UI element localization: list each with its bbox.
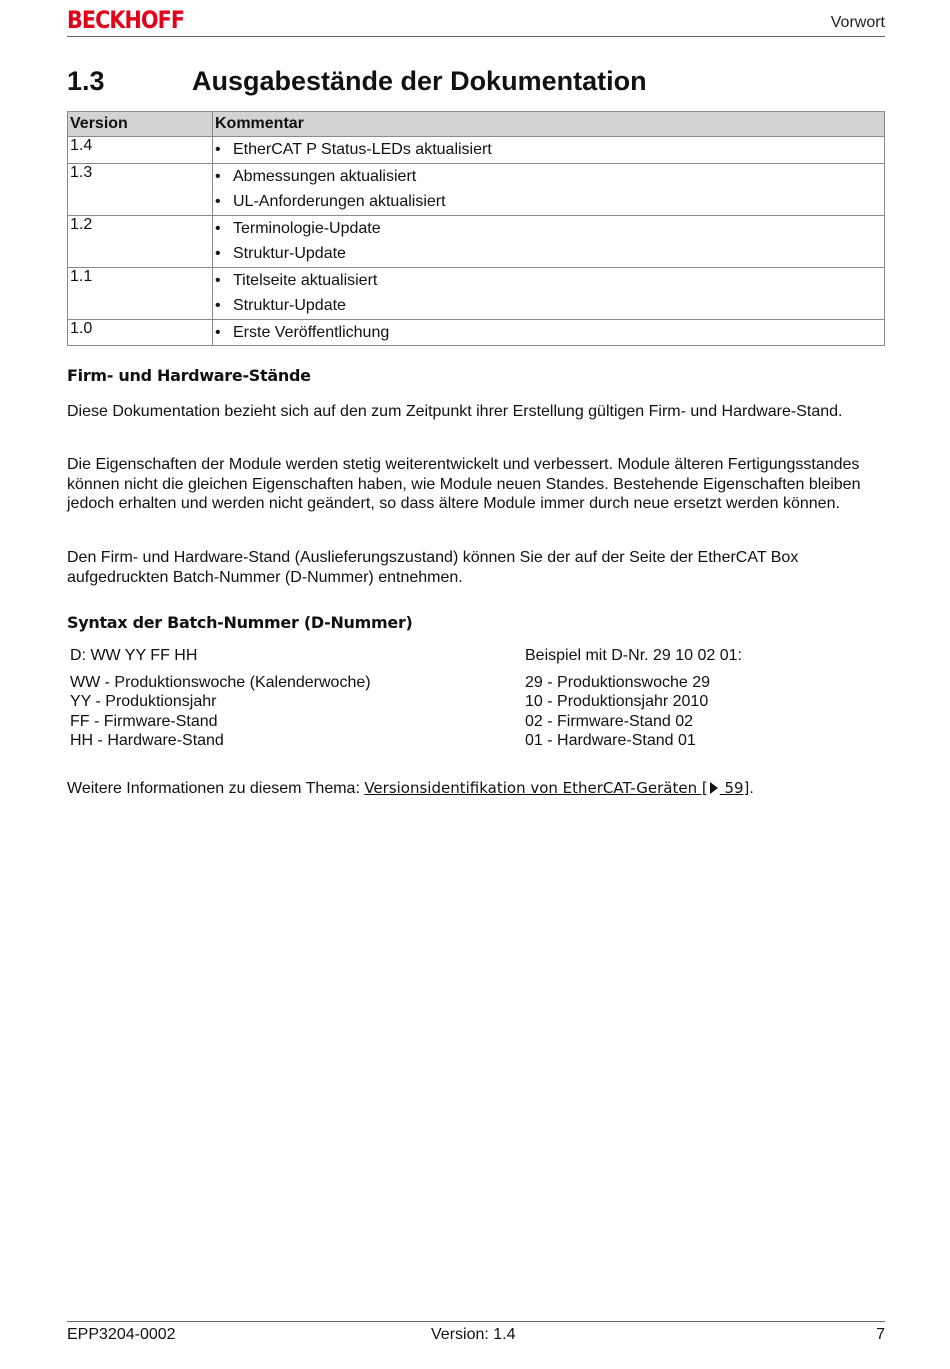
table-row (68, 163, 885, 215)
table-row (68, 267, 885, 319)
section-number: 1.3 (67, 66, 105, 96)
section-title-text: Ausgabestände der Dokumentation (192, 66, 647, 96)
paragraph-3: Den Firm- und Hardware-Stand (Auslieferungszustand) können Sie der auf der Seite der EtherCAT Box aufgedruckten Batch-Nummer (D-Nummer) entnehmen. (67, 549, 799, 586)
example-ww: 29 - Produktionswoche 29 (525, 674, 710, 691)
section-title (67, 66, 647, 97)
syntax-format: D: WW YY FF HH (70, 647, 198, 664)
beckhoff-logo: BECKHOFF (67, 6, 185, 34)
footer-version: Version: 1.4 (431, 1326, 516, 1343)
list-item: • EtherCAT P Status-LEDs aktualisiert (215, 141, 492, 158)
version-cell: 1.1 (68, 267, 213, 319)
version-cell: 1.2 (68, 215, 213, 267)
chapter-name: Vorwort (830, 14, 885, 31)
footer-document-id: EPP3204-0002 (67, 1326, 176, 1343)
more-info-suffix: . (749, 780, 754, 797)
more-info-line (67, 779, 754, 798)
list-item: • Struktur-Update (215, 297, 346, 314)
comment-cell (213, 215, 885, 267)
list-item: • Titelseite aktualisiert (215, 271, 378, 289)
version-identification-link[interactable]: Versionsidentifikation von EtherCAT-Geräten [ 59] (364, 779, 750, 797)
comment-cell (213, 163, 885, 215)
syntax-field-hh: HH - Hardware-Stand (70, 732, 224, 749)
paragraph-2: Die Eigenschaften der Module werden stetig weiterentwickelt und verbessert. Module älteren Fertigungsstandes können nicht die gleichen Eigenschaften haben, wie Module neuen Standes. Bestehende Eigenschaften bleiben jedoch erhalten und werden nicht geändert, so dass ältere Module immer durch neue ersetzt werden können. (67, 456, 861, 513)
table-header-row (68, 112, 885, 137)
revision-table (67, 111, 885, 346)
example-yy: 10 - Produktionsjahr 2010 (525, 693, 709, 710)
list-item: • Struktur-Update (215, 245, 346, 262)
column-header-comment: Kommentar (213, 112, 885, 137)
example-hh: 01 - Hardware-Stand 01 (525, 732, 696, 749)
header-divider (67, 36, 885, 37)
list-item: • Erste Veröffentlichung (215, 323, 390, 341)
paragraph-1: Diese Dokumentation bezieht sich auf den zum Zeitpunkt ihrer Erstellung gültigen Firm- und Hardware-Stand. (67, 403, 843, 420)
footer-page-number: 7 (876, 1326, 885, 1343)
table-row (68, 319, 885, 346)
play-arrow-icon (710, 782, 718, 794)
version-cell: 1.0 (68, 319, 213, 346)
list-item: • Abmessungen aktualisiert (215, 167, 417, 185)
version-cell: 1.4 (68, 137, 213, 164)
version-cell: 1.3 (68, 163, 213, 215)
firmware-heading: Firm- und Hardware-Stände (67, 366, 311, 385)
more-info-prefix: Weitere Informationen zu diesem Thema: (67, 780, 365, 797)
footer-divider (67, 1321, 885, 1322)
syntax-field-yy: YY - Produktionsjahr (70, 693, 217, 710)
table-row (68, 137, 885, 164)
syntax-field-ff: FF - Firmware-Stand (70, 713, 218, 730)
example-ff: 02 - Firmware-Stand 02 (525, 713, 694, 730)
syntax-field-ww: WW - Produktionswoche (Kalenderwoche) (70, 674, 371, 691)
comment-cell (213, 319, 885, 346)
list-item: • UL-Anforderungen aktualisiert (215, 193, 446, 210)
comment-cell (213, 267, 885, 319)
column-header-version: Version (68, 112, 213, 137)
example-label: Beispiel mit D-Nr. 29 10 02 01: (525, 647, 742, 664)
syntax-heading: Syntax der Batch-Nummer (D-Nummer) (67, 613, 413, 632)
list-item: • Terminologie-Update (215, 219, 381, 237)
comment-cell (213, 137, 885, 164)
table-row (68, 215, 885, 267)
